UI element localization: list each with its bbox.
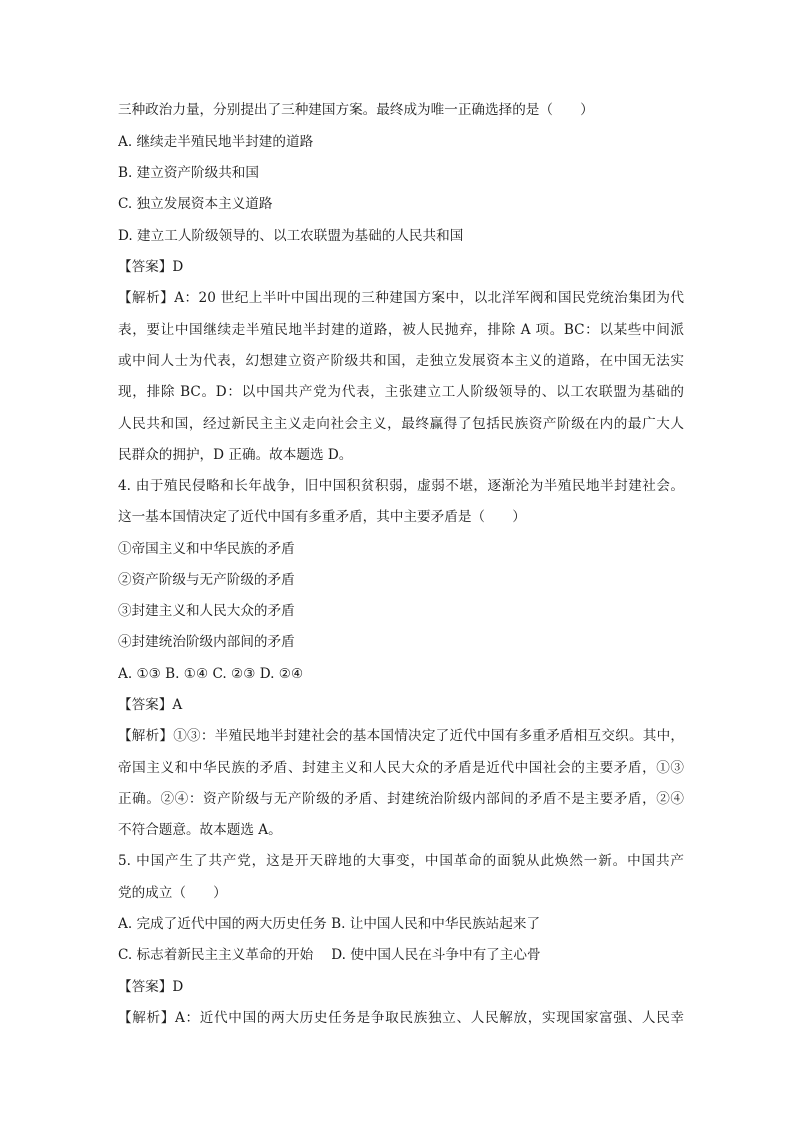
question-4-stem: 这一基本国情决定了近代中国有多重矛盾，其中主要矛盾是（ ）	[118, 509, 526, 525]
question-4-options: A. ①③ B. ①④ C. ②③ D. ②④	[118, 666, 304, 682]
question-5-options-ab: A. 完成了近代中国的两大历史任务 B. 让中国人民和中华民族站起来了	[118, 916, 541, 932]
question-5-options-cd: C. 标志着新民主主义革命的开始 D. 使中国人民在斗争中有了主心骨	[118, 947, 541, 963]
question-4-analysis-line: 正确。②④：资产阶级与无产阶级的矛盾、封建统治阶级内部间的矛盾不是主要矛盾，②④	[118, 791, 684, 807]
question-3-analysis-line: 人民共和国，经过新民主主义走向社会主义，最终赢得了包括民族资产阶级在内的最广大人	[118, 416, 684, 432]
question-4-statement-4: ④封建统治阶级内部间的矛盾	[118, 634, 295, 650]
question-5-analysis-line: 【解析】A：近代中国的两大历史任务是争取民族独立、人民解放，实现国家富强、人民幸	[118, 1010, 684, 1026]
question-3-option-d: D. 建立工人阶级领导的、以工农联盟为基础的人民共和国	[118, 228, 464, 244]
question-4-analysis-line: 不符合题意。故本题选 A。	[118, 822, 282, 838]
question-4-analysis-line: 【解析】①③：半殖民地半封建社会的基本国情决定了近代中国有多重矛盾相互交织。其中，	[118, 728, 684, 744]
question-3-analysis-line: 现，排除 BC。D：以中国共产党为代表，主张建立工人阶级领导的、以工农联盟为基础的	[118, 384, 684, 400]
question-5-stem: 党的成立（ ）	[118, 885, 227, 901]
question-3-analysis-line: 民群众的拥护，D 正确。故本题选 D。	[118, 447, 353, 463]
question-5-stem: 5. 中国产生了共产党，这是开天辟地的大事变，中国革命的面貌从此焕然一新。中国共产	[118, 853, 684, 869]
question-5-answer: 【答案】D	[118, 979, 184, 995]
question-3-option-a: A. 继续走半殖民地半封建的道路	[118, 134, 314, 150]
question-4-answer: 【答案】A	[118, 697, 183, 713]
question-4-statement-3: ③封建主义和人民大众的矛盾	[118, 603, 295, 619]
question-4-statement-2: ②资产阶级与无产阶级的矛盾	[118, 572, 295, 588]
question-4-statement-1: ①帝国主义和中华民族的矛盾	[118, 541, 295, 557]
question-3-analysis-line: 表，要让中国继续走半殖民地半封建的道路，被人民抛弃，排除 A 项。BC：以某些中间派	[118, 322, 684, 338]
question-3-option-b: B. 建立资产阶级共和国	[118, 165, 259, 181]
question-3-answer: 【答案】D	[118, 259, 184, 275]
question-4-stem: 4. 由于殖民侵略和长年战争，旧中国积贫积弱，虚弱不堪，逐渐沦为半殖民地半封建社会。	[118, 478, 684, 494]
question-4-analysis-line: 帝国主义和中华民族的矛盾、封建主义和人民大众的矛盾是近代中国社会的主要矛盾，①③	[118, 760, 684, 776]
question-3-analysis-line: 或中间人士为代表，幻想建立资产阶级共和国，走独立发展资本主义的道路，在中国无法实	[118, 353, 684, 369]
question-3-stem-continuation: 三种政治力量，分别提出了三种建国方案。最终成为唯一正确选择的是（ ）	[118, 102, 594, 118]
question-3-option-c: C. 独立发展资本主义道路	[118, 196, 273, 212]
question-3-analysis-line: 【解析】A：20 世纪上半叶中国出现的三种建国方案中，以北洋军阀和国民党统治集团为代	[118, 290, 684, 306]
